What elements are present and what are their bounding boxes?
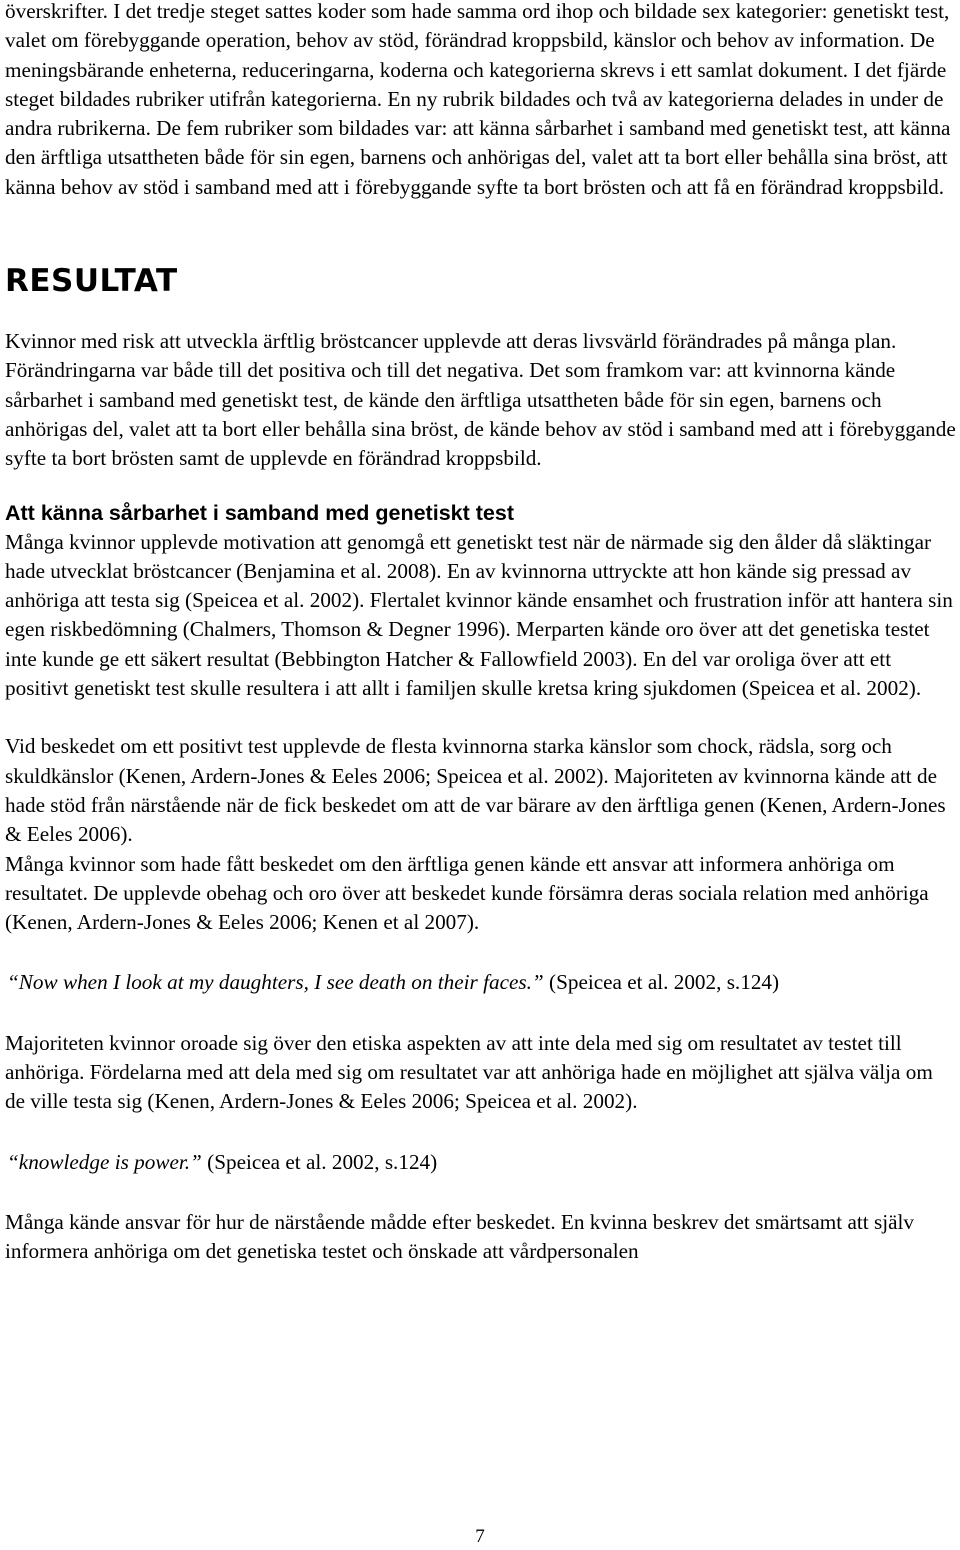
body-paragraph-4: Majoriteten kvinnor oroade sig över den etiska aspekten av att inte dela med sig om resultatet av testet till anhöriga. Fördelarna med att dela med sig om resultatet var att anhöriga hade en möjlighet att själva välja om de ville testa sig (Kenen, Ardern-Jones & Eeles 2006; Speicea et al. 2002). bbox=[5, 1030, 933, 1114]
document-page bbox=[5, 0, 957, 1267]
quote-2 bbox=[5, 1148, 957, 1177]
body-paragraph-5: Många kände ansvar för hur de närstående mådde efter beskedet. En kvinna beskrev det smärtsamt att själv informera anhöriga om det genetiska testet och önskade att vårdpersonalen bbox=[5, 1209, 914, 1264]
body-paragraph-1: Många kvinnor upplevde motivation att genomgå ett genetiskt test när de närmade sig den ålder då släktingar hade utvecklat bröstcancer (Benjamina et al. 2008). En av kvinnorna uttryckte att hon kände sig pressad av anhöriga att testa sig (Speicea et al. 2002). Flertalet kvinnor kände ensamhet och frustration inför att hantera sin egen riskbedömning (Chalmers, Thomson & Degner 1996). Merparten kände oro över att det genetiska testet inte kunde ge ett säkert resultat (Bebbington Hatcher & Fallowfield 2003). En del var oroliga över att ett positivt genetiskt test skulle resultera i att allt i familjen skulle kretsa kring sjukdomen (Speicea et al. 2002). bbox=[5, 529, 953, 701]
quote-1-citation: (Speicea et al. 2002, s.124) bbox=[549, 970, 780, 995]
quote-1 bbox=[5, 968, 957, 997]
quote-2-text: “knowledge is power.” bbox=[7, 1149, 202, 1174]
results-intro-paragraph: Kvinnor med risk att utveckla ärftlig bröstcancer upplevde att deras livsvärld förändrades på många plan. Förändringarna var både till det positiva och till det negativa. Det som framkom var: att kvinnorna kände sårbarhet i samband med genetiskt test, de kände den ärftliga utsattheten både för sin egen, barnens och anhörigas del, valet att ta bort eller behålla sina bröst, de kände behov av stöd i samband med att i förebyggande syfte ta bort brösten samt de upplevde en förändrad kroppsbild. bbox=[5, 329, 956, 471]
page-number: 7 bbox=[475, 1526, 485, 1547]
intro-paragraph: överskrifter. I det tredje steget sattes koder som hade samma ord ihop och bildade sex kategorier: genetiskt test, valet om förebyggande operation, behov av stöd, förändrad kroppsbild, känslor och behov av information. De meningsbärande enheterna, reduceringarna, koderna och kategorierna skrevs i ett samlat dokument. I det fjärde steget bildades rubriker utifrån kategorierna. En ny rubrik bildades och två av kategorierna delades in under de andra rubrikerna. De fem rubriker som bildades var: att känna sårbarhet i samband med genetiskt test, att känna den ärftliga utsattheten både för sin egen, barnens och anhörigas del, valet att ta bort eller behålla sina bröst, att känna behov av stöd i samband med att i förebyggande syfte ta bort brösten och att få en förändrad kroppsbild. bbox=[5, 0, 951, 199]
subheading: Att känna sårbarhet i samband med genetiskt test bbox=[5, 500, 514, 525]
quote-2-citation: (Speicea et al. 2002, s.124) bbox=[207, 1149, 438, 1174]
section-heading: RESULTAT bbox=[5, 263, 178, 300]
body-paragraph-2: Vid beskedet om ett positivt test upplevde de flesta kvinnorna starka känslor som chock, rädsla, sorg och skuldkänslor (Kenen, Ardern-Jones & Eeles 2006; Speicea et al. 2002). Majoriteten av kvinnorna kände att de hade stöd från närstående när de fick beskedet om att de var bärare av den ärftliga genen (Kenen, Ardern-Jones & Eeles 2006). bbox=[5, 734, 946, 847]
body-paragraph-3: Många kvinnor som hade fått beskedet om den ärftliga genen kände ett ansvar att informera anhöriga om resultatet. De upplevde obehag och oro över att beskedet kunde försämra deras sociala relation med anhöriga (Kenen, Ardern-Jones & Eeles 2006; Kenen et al 2007). bbox=[5, 851, 929, 935]
quote-1-text: “Now when I look at my daughters, I see death on their faces.” bbox=[7, 970, 544, 995]
